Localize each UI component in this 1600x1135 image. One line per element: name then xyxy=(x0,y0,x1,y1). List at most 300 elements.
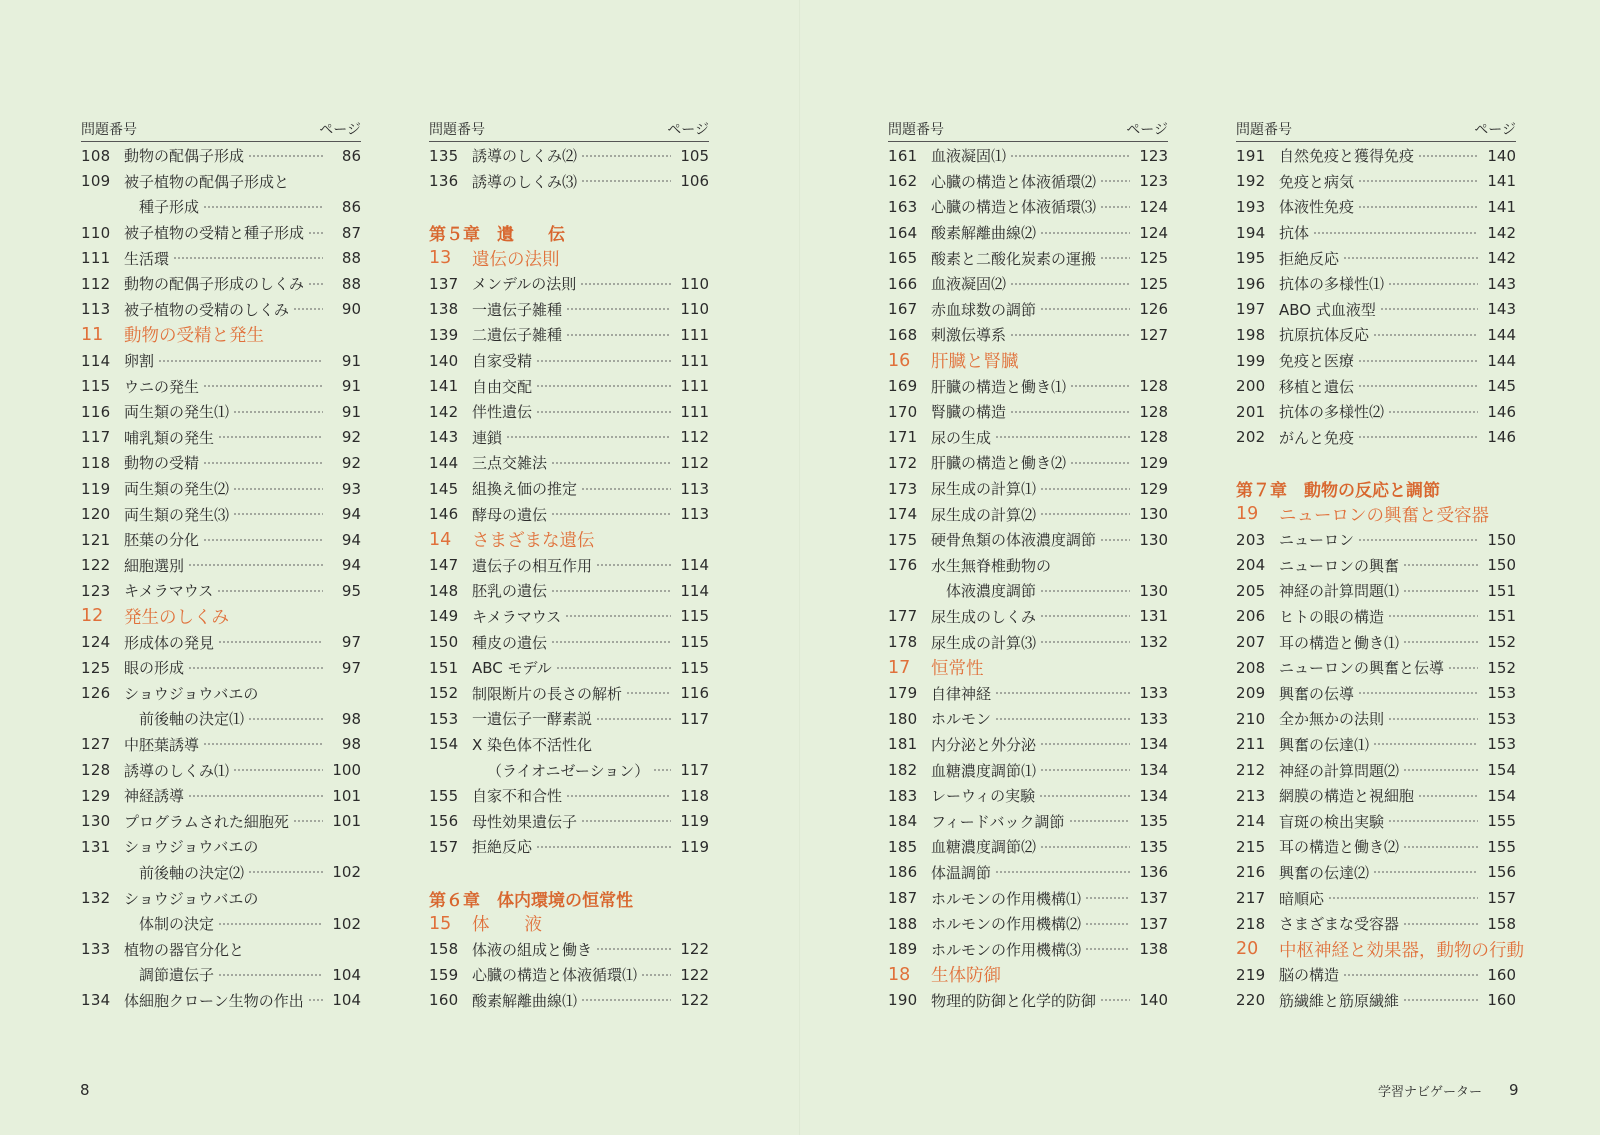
index-entry[interactable] xyxy=(81,373,361,399)
dot-leader xyxy=(1373,743,1478,745)
page-number: 143 xyxy=(1487,300,1516,319)
section-number: 20 xyxy=(1236,939,1259,960)
index-entry[interactable] xyxy=(888,783,1168,809)
index-entry[interactable] xyxy=(888,322,1168,348)
dot-leader xyxy=(203,743,323,745)
index-entry[interactable] xyxy=(888,271,1168,297)
problem-number: 179 xyxy=(888,684,918,703)
index-entry[interactable] xyxy=(1236,885,1516,911)
index-entry-continuation[interactable] xyxy=(81,962,361,988)
entry-title: レーウィの実験 xyxy=(931,787,1036,806)
index-entry[interactable] xyxy=(429,271,709,297)
index-entry[interactable] xyxy=(888,527,1168,553)
index-entry-continuation[interactable] xyxy=(429,757,709,783)
index-entry[interactable] xyxy=(429,476,709,502)
entry-title: 抗原抗体反応 xyxy=(1279,326,1370,345)
problem-number: 127 xyxy=(81,735,111,754)
entry-title: 耳の構造と働き⑵ xyxy=(1279,838,1400,857)
index-entry[interactable] xyxy=(1236,297,1516,323)
page-number: 152 xyxy=(1487,658,1516,677)
index-entry[interactable] xyxy=(888,629,1168,655)
page-number: 137 xyxy=(1139,889,1168,908)
problem-number: 217 xyxy=(1236,889,1266,908)
index-entry[interactable] xyxy=(429,808,709,834)
section-heading xyxy=(1236,936,1524,962)
header-page-label: ページ xyxy=(667,122,709,138)
index-entry[interactable] xyxy=(888,245,1168,271)
index-entry[interactable] xyxy=(429,553,709,579)
index-entry[interactable] xyxy=(429,425,709,451)
index-entry[interactable] xyxy=(429,373,709,399)
index-entry[interactable] xyxy=(81,680,361,706)
problem-number: 203 xyxy=(1236,530,1266,549)
page-number: 115 xyxy=(680,658,709,677)
dot-leader xyxy=(1388,615,1478,617)
index-entry[interactable] xyxy=(81,501,361,527)
page-number: 142 xyxy=(1487,223,1516,242)
entry-title: 誘導のしくみ⑶ xyxy=(472,172,578,191)
index-entry[interactable] xyxy=(1236,271,1516,297)
index-entry[interactable] xyxy=(1236,757,1516,783)
index-entry[interactable] xyxy=(1236,399,1516,425)
dot-leader xyxy=(218,974,323,976)
problem-number: 157 xyxy=(429,837,459,856)
page-number: 144 xyxy=(1487,351,1516,370)
problem-number: 191 xyxy=(1236,146,1266,165)
page-number: 126 xyxy=(1139,300,1168,319)
index-entry[interactable] xyxy=(1236,808,1516,834)
problem-number: 121 xyxy=(81,530,111,549)
entry-title: ニューロンの興奮と伝導 xyxy=(1279,659,1445,678)
column-header xyxy=(888,117,1168,142)
index-entry[interactable] xyxy=(888,834,1168,860)
index-entry[interactable] xyxy=(888,732,1168,758)
dot-leader xyxy=(1010,283,1130,285)
entry-title: 被子植物の配偶子形成と xyxy=(124,172,290,191)
dot-leader xyxy=(565,615,671,617)
index-entry[interactable] xyxy=(429,732,709,758)
index-entry[interactable] xyxy=(81,399,361,425)
index-entry-continuation[interactable] xyxy=(888,578,1168,604)
dot-leader xyxy=(248,718,323,720)
section-title: 肝臓と腎臓 xyxy=(931,352,1019,373)
problem-number: 161 xyxy=(888,146,918,165)
index-entry[interactable] xyxy=(429,680,709,706)
page-number: 140 xyxy=(1487,146,1516,165)
section-title: 体 液 xyxy=(472,915,542,936)
problem-number: 134 xyxy=(81,991,111,1010)
page-number: 92 xyxy=(341,428,361,447)
index-entry[interactable] xyxy=(81,553,361,579)
problem-number: 202 xyxy=(1236,428,1266,447)
page-number: 125 xyxy=(1139,274,1168,293)
index-entry[interactable] xyxy=(429,706,709,732)
entry-title: 一遺伝子雑種 xyxy=(472,300,563,319)
problem-number: 204 xyxy=(1236,556,1266,575)
page-number: 110 xyxy=(680,274,709,293)
page-number: 153 xyxy=(1487,684,1516,703)
section-title: 遺伝の法則 xyxy=(472,249,560,270)
problem-number: 132 xyxy=(81,889,111,908)
problem-number: 125 xyxy=(81,658,111,677)
section-title: ニューロンの興奮と受容器 xyxy=(1279,505,1489,526)
index-entry[interactable] xyxy=(1236,604,1516,630)
header-page-label: ページ xyxy=(1126,122,1168,138)
problem-number: 175 xyxy=(888,530,918,549)
index-entry[interactable] xyxy=(81,578,361,604)
index-entry[interactable] xyxy=(888,425,1168,451)
index-entry[interactable] xyxy=(888,706,1168,732)
index-entry[interactable] xyxy=(429,143,709,169)
entry-title: 抗体の多様性⑴ xyxy=(1279,275,1385,294)
section-number: 17 xyxy=(888,657,911,678)
index-entry[interactable] xyxy=(888,680,1168,706)
entry-title: 自家不和合性 xyxy=(472,787,563,806)
index-entry[interactable] xyxy=(81,885,361,911)
page-number: 134 xyxy=(1139,761,1168,780)
index-entry[interactable] xyxy=(888,860,1168,886)
index-entry[interactable] xyxy=(888,169,1168,195)
entry-title: ホルモンの作用機構⑴ xyxy=(931,889,1082,908)
page-number: 153 xyxy=(1487,709,1516,728)
page-number: 110 xyxy=(680,300,709,319)
problem-number: 152 xyxy=(429,684,459,703)
chapter-title: 第６章 体内環境の恒常性 xyxy=(429,890,633,911)
problem-number: 218 xyxy=(1236,914,1266,933)
page-number: 130 xyxy=(1139,530,1168,549)
index-entry[interactable] xyxy=(888,553,1168,579)
problem-number: 220 xyxy=(1236,991,1266,1010)
problem-number: 129 xyxy=(81,786,111,805)
index-entry[interactable] xyxy=(1236,680,1516,706)
problem-number: 208 xyxy=(1236,658,1266,677)
index-entry[interactable] xyxy=(429,578,709,604)
entry-title: 細胞選別 xyxy=(124,556,185,575)
dot-leader xyxy=(1039,795,1130,797)
entry-title: 一遺伝子一酵素説 xyxy=(472,710,593,729)
dot-leader xyxy=(536,385,671,387)
page-number: 134 xyxy=(1139,786,1168,805)
problem-number: 142 xyxy=(429,402,459,421)
section-title: 生体防御 xyxy=(931,966,1001,987)
dot-leader xyxy=(995,871,1130,873)
page-number: 151 xyxy=(1487,607,1516,626)
index-entry[interactable] xyxy=(888,399,1168,425)
dot-leader xyxy=(1085,948,1130,950)
index-rows xyxy=(888,143,1168,1013)
index-entry[interactable] xyxy=(429,348,709,374)
index-entry[interactable] xyxy=(81,220,361,246)
index-entry[interactable] xyxy=(429,501,709,527)
dot-leader xyxy=(1100,180,1130,182)
entry-title: 尿生成の計算⑴ xyxy=(931,480,1037,499)
entry-title: 興奮の伝導 xyxy=(1279,684,1355,703)
index-entry[interactable] xyxy=(81,169,361,195)
problem-number: 141 xyxy=(429,377,459,396)
index-entry[interactable] xyxy=(888,808,1168,834)
index-entry[interactable] xyxy=(1236,348,1516,374)
index-entry[interactable] xyxy=(429,936,709,962)
problem-number: 108 xyxy=(81,146,111,165)
dot-leader xyxy=(248,871,323,873)
page-number: 134 xyxy=(1139,735,1168,754)
index-column-4 xyxy=(1236,117,1524,1013)
dot-leader xyxy=(581,488,671,490)
index-entry[interactable] xyxy=(429,962,709,988)
dot-leader xyxy=(1070,385,1130,387)
index-entry[interactable] xyxy=(81,425,361,451)
page-number: 122 xyxy=(680,991,709,1010)
page-number: 127 xyxy=(1139,325,1168,344)
index-entry-continuation[interactable] xyxy=(81,194,361,220)
spacer xyxy=(429,194,709,220)
index-entry[interactable] xyxy=(888,450,1168,476)
entry-title: 自由交配 xyxy=(472,377,533,396)
index-entry[interactable] xyxy=(888,604,1168,630)
spacer xyxy=(1236,450,1516,476)
index-entry[interactable] xyxy=(888,373,1168,399)
index-entry[interactable] xyxy=(1236,988,1516,1014)
entry-title: さまざまな受容器 xyxy=(1279,915,1400,934)
page-number: 91 xyxy=(341,402,361,421)
index-entry[interactable] xyxy=(1236,706,1516,732)
index-entry[interactable] xyxy=(81,245,361,271)
index-entry[interactable] xyxy=(888,476,1168,502)
index-entry[interactable] xyxy=(429,783,709,809)
index-entry[interactable] xyxy=(429,297,709,323)
index-entry[interactable] xyxy=(888,911,1168,937)
index-entry[interactable] xyxy=(1236,527,1516,553)
index-entry[interactable] xyxy=(888,757,1168,783)
index-entry[interactable] xyxy=(81,834,361,860)
index-entry[interactable] xyxy=(1236,553,1516,579)
page-number: 116 xyxy=(680,684,709,703)
page-number: 152 xyxy=(1487,633,1516,652)
page-number: 144 xyxy=(1487,325,1516,344)
problem-number: 177 xyxy=(888,607,918,626)
index-entry[interactable] xyxy=(81,271,361,297)
index-entry-continuation[interactable] xyxy=(81,911,361,937)
index-entry[interactable] xyxy=(888,297,1168,323)
problem-number: 172 xyxy=(888,453,918,472)
entry-title: 免疫と医療 xyxy=(1279,352,1355,371)
problem-number: 151 xyxy=(429,658,459,677)
entry-title: 心臓の構造と体液循環⑵ xyxy=(931,172,1097,191)
index-entry[interactable] xyxy=(1236,860,1516,886)
index-entry[interactable] xyxy=(81,143,361,169)
entry-title: X 染色体不活性化 xyxy=(472,735,593,754)
index-entry[interactable] xyxy=(429,655,709,681)
index-entry[interactable] xyxy=(81,988,361,1014)
index-entry[interactable] xyxy=(1236,143,1516,169)
index-entry[interactable] xyxy=(81,527,361,553)
problem-number: 115 xyxy=(81,377,111,396)
index-entry[interactable] xyxy=(81,757,361,783)
problem-number: 110 xyxy=(81,223,111,242)
header-problem-number-label: 問題番号 xyxy=(81,122,137,138)
index-entry[interactable] xyxy=(81,783,361,809)
index-entry[interactable] xyxy=(888,220,1168,246)
index-entry[interactable] xyxy=(1236,373,1516,399)
dot-leader xyxy=(1403,923,1478,925)
index-entry[interactable] xyxy=(81,297,361,323)
page-number: 153 xyxy=(1487,735,1516,754)
index-entry[interactable] xyxy=(81,476,361,502)
entry-title: 卵割 xyxy=(124,352,155,371)
entry-title: 腎臓の構造 xyxy=(931,403,1007,422)
dot-leader xyxy=(1040,743,1130,745)
index-entry[interactable] xyxy=(1236,194,1516,220)
dot-leader xyxy=(233,411,323,413)
index-entry[interactable] xyxy=(429,834,709,860)
problem-number: 168 xyxy=(888,325,918,344)
index-entry-continuation[interactable] xyxy=(81,860,361,886)
page-number: 117 xyxy=(680,709,709,728)
entry-title: ヒトの眼の構造 xyxy=(1279,607,1385,626)
dot-leader xyxy=(566,308,671,310)
header-page-label: ページ xyxy=(1474,122,1516,138)
page-number: 138 xyxy=(1139,940,1168,959)
index-entry[interactable] xyxy=(429,450,709,476)
dot-leader xyxy=(1403,590,1478,592)
section-number: 14 xyxy=(429,529,452,550)
entry-title: 遺伝子の相互作用 xyxy=(472,556,593,575)
problem-number: 195 xyxy=(1236,249,1266,268)
index-entry[interactable] xyxy=(429,169,709,195)
dot-leader xyxy=(1100,257,1130,259)
index-entry[interactable] xyxy=(888,885,1168,911)
dot-leader xyxy=(1380,308,1478,310)
problem-number: 192 xyxy=(1236,172,1266,191)
dot-leader xyxy=(173,257,323,259)
entry-title: 前後軸の決定⑴ xyxy=(139,710,245,729)
page-gutter xyxy=(799,0,801,1135)
index-entry[interactable] xyxy=(1236,629,1516,655)
dot-leader xyxy=(1403,769,1478,771)
dot-leader xyxy=(1373,334,1478,336)
index-rows xyxy=(1236,143,1524,1013)
index-entry[interactable] xyxy=(429,629,709,655)
page-number: 160 xyxy=(1487,965,1516,984)
index-entry[interactable] xyxy=(1236,732,1516,758)
entry-title: 生活環 xyxy=(124,249,170,268)
entry-title: ホルモン xyxy=(931,710,992,729)
index-entry[interactable] xyxy=(429,322,709,348)
index-entry[interactable] xyxy=(429,604,709,630)
dot-leader xyxy=(1328,897,1478,899)
index-entry[interactable] xyxy=(81,629,361,655)
entry-title: 赤血球数の調節 xyxy=(931,300,1037,319)
index-entry[interactable] xyxy=(81,808,361,834)
index-entry[interactable] xyxy=(1236,322,1516,348)
index-entry[interactable] xyxy=(1236,245,1516,271)
problem-number: 189 xyxy=(888,940,918,959)
index-entry[interactable] xyxy=(81,348,361,374)
index-entry[interactable] xyxy=(1236,783,1516,809)
section-heading xyxy=(888,655,1168,681)
entry-title: 胚乳の遺伝 xyxy=(472,582,548,601)
page-number: 135 xyxy=(1139,837,1168,856)
index-column-1 xyxy=(81,117,361,1013)
index-entry[interactable] xyxy=(1236,220,1516,246)
dot-leader xyxy=(1403,999,1478,1001)
page-number: 113 xyxy=(680,479,709,498)
index-entry[interactable] xyxy=(81,732,361,758)
index-entry[interactable] xyxy=(1236,425,1516,451)
index-rows xyxy=(81,143,361,1013)
section-heading xyxy=(1236,501,1516,527)
dot-leader xyxy=(551,590,671,592)
index-entry[interactable] xyxy=(81,655,361,681)
problem-number: 163 xyxy=(888,197,918,216)
index-entry[interactable] xyxy=(1236,655,1516,681)
problem-number: 148 xyxy=(429,581,459,600)
index-entry[interactable] xyxy=(888,501,1168,527)
dot-leader xyxy=(1358,436,1478,438)
page-number: 150 xyxy=(1487,556,1516,575)
dot-leader xyxy=(1358,180,1478,182)
dot-leader xyxy=(1388,820,1478,822)
index-entry[interactable] xyxy=(429,988,709,1014)
entry-title: 自家受精 xyxy=(472,352,533,371)
problem-number: 181 xyxy=(888,735,918,754)
entry-title: 種子形成 xyxy=(139,198,200,217)
index-entry[interactable] xyxy=(888,988,1168,1014)
index-entry[interactable] xyxy=(1236,834,1516,860)
index-entry[interactable] xyxy=(1236,169,1516,195)
index-entry-continuation[interactable] xyxy=(81,706,361,732)
entry-title: 両生類の発生⑴ xyxy=(124,403,230,422)
page-number: 115 xyxy=(680,607,709,626)
page-number: 105 xyxy=(680,146,709,165)
problem-number: 215 xyxy=(1236,837,1266,856)
page-number: 94 xyxy=(341,530,361,549)
problem-number: 174 xyxy=(888,505,918,524)
problem-number: 135 xyxy=(429,146,459,165)
problem-number: 128 xyxy=(81,761,111,780)
problem-number: 169 xyxy=(888,377,918,396)
index-entry[interactable] xyxy=(81,450,361,476)
index-entry[interactable] xyxy=(888,936,1168,962)
index-entry[interactable] xyxy=(429,399,709,425)
index-entry[interactable] xyxy=(888,143,1168,169)
page-number: 119 xyxy=(680,812,709,831)
section-heading xyxy=(429,911,709,937)
page-number: 124 xyxy=(1139,197,1168,216)
index-entry[interactable] xyxy=(888,194,1168,220)
index-entry[interactable] xyxy=(1236,578,1516,604)
index-entry[interactable] xyxy=(1236,962,1516,988)
page-number: 115 xyxy=(680,633,709,652)
entry-title: 血液凝固⑵ xyxy=(931,275,1007,294)
index-entry[interactable] xyxy=(81,936,361,962)
problem-number: 150 xyxy=(429,633,459,652)
entry-title: 哺乳類の発生 xyxy=(124,428,215,447)
dot-leader xyxy=(1040,846,1130,848)
dot-leader xyxy=(1343,974,1478,976)
dot-leader xyxy=(1358,360,1478,362)
dot-leader xyxy=(1373,871,1478,873)
entry-title: 制限断片の長さの解析 xyxy=(472,684,623,703)
dot-leader xyxy=(566,795,671,797)
page-number: 130 xyxy=(1139,505,1168,524)
page-number: 118 xyxy=(680,786,709,805)
problem-number: 116 xyxy=(81,402,111,421)
page-number: 97 xyxy=(341,658,361,677)
page-number: 157 xyxy=(1487,889,1516,908)
index-entry[interactable] xyxy=(1236,911,1516,937)
page-number: 133 xyxy=(1139,709,1168,728)
